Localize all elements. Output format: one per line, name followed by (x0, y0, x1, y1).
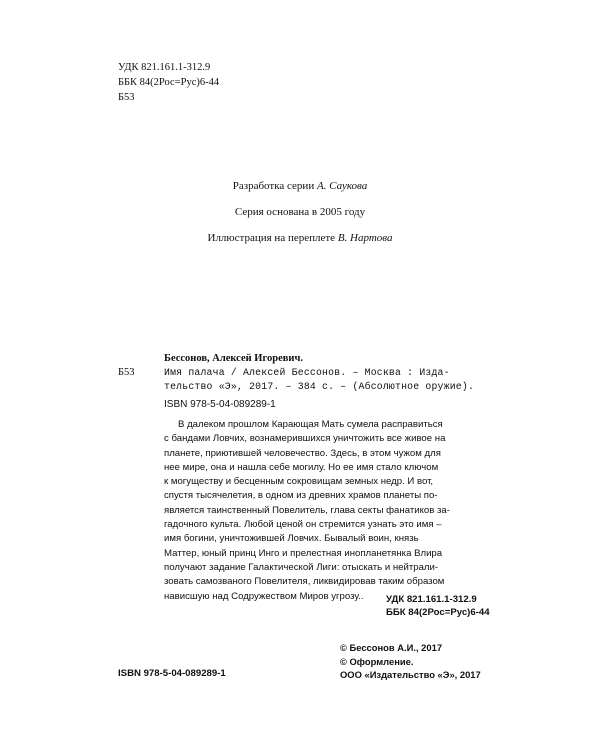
udk-code: УДК 821.161.1-312.9 (118, 62, 211, 73)
copyright-block (340, 641, 481, 682)
catalog-isbn: ISBN 978-5-04-089289-1 (164, 399, 276, 410)
annotation-line: нее мире, она и нашла себе могилу. Но ее имя стало ключом (164, 461, 439, 473)
cover-illustration-label: Иллюстрация на переплете (207, 232, 336, 244)
annotation-text (164, 418, 484, 604)
series-founded: Серия основана в 2005 году (234, 206, 366, 218)
catalog-line-1: Имя палача / Алексей Бессонов. – Москва : Изда- (164, 367, 450, 378)
annotation-line: В далеком прошлом Карающая Мать сумела расправиться (178, 419, 443, 430)
catalog-author-heading: Бессонов, Алексей Игоревич. (164, 353, 303, 364)
series-design-label: Разработка серии (232, 180, 315, 192)
catalog-record (118, 352, 498, 412)
annotation-line: спустя тысячелетия, в одном из древних храмов планеты по- (164, 490, 438, 502)
annotation-line: Маттер, юный принц Инго и прелестная инопланетянка Влира (164, 547, 443, 559)
author-mark: Б53 (118, 92, 135, 103)
annotation-line: планете, приютившей человечество. Здесь, в этом чужом для (164, 447, 441, 459)
cover-illustration-credit (0, 232, 600, 244)
annotation-line: гадочного культа. Любой ценой он стремится узнать это имя – (164, 519, 442, 531)
annotation-line: является таинственный Повелитель, глава секты фанатиков за- (164, 504, 450, 516)
copyright-author: © Бессонов А.И., 2017 (340, 642, 443, 653)
header-codes (118, 60, 219, 105)
annotation-line: имя богини, уничтожившей Ловчих. Бывалый воин, князь (164, 533, 419, 545)
series-design-name: А. Саукова (316, 180, 368, 192)
copyright-design: © Оформление. (340, 655, 414, 667)
series-design-credit (0, 180, 600, 192)
bbk-code: ББК 84(2Рос=Рус)6-44 (118, 77, 220, 88)
annotation-line: с бандами Ловчих, вознамерившихся уничтожить все живое на (164, 433, 446, 445)
annotation-line: зовать самозваного Повелителя, ликвидировав таким образом (164, 576, 445, 588)
annotation-line: нависшую над Содружеством Миров угрозу.. (164, 590, 364, 602)
copyright-publisher: ООО «Издательство «Э», 2017 (340, 669, 481, 680)
cover-illustration-name: В. Нартова (337, 232, 393, 244)
bbk-code-right: ББК 84(2Рос=Рус)6-44 (386, 607, 490, 618)
catalog-line-2: тельство «Э», 2017. – 384 с. – (Абсолютное оружие). (164, 381, 475, 392)
udk-code-right: УДК 821.161.1-312.9 (386, 594, 477, 605)
catalog-code: Б53 (118, 367, 135, 378)
classification-right (386, 593, 490, 619)
bottom-isbn: ISBN 978-5-04-089289-1 (118, 668, 226, 679)
annotation-line: к могуществу и бесценным сокровищам земных недр. И вот, (164, 476, 434, 488)
annotation-line: получают задание Галактической Лиги: отыскать и нейтрали- (164, 561, 439, 573)
